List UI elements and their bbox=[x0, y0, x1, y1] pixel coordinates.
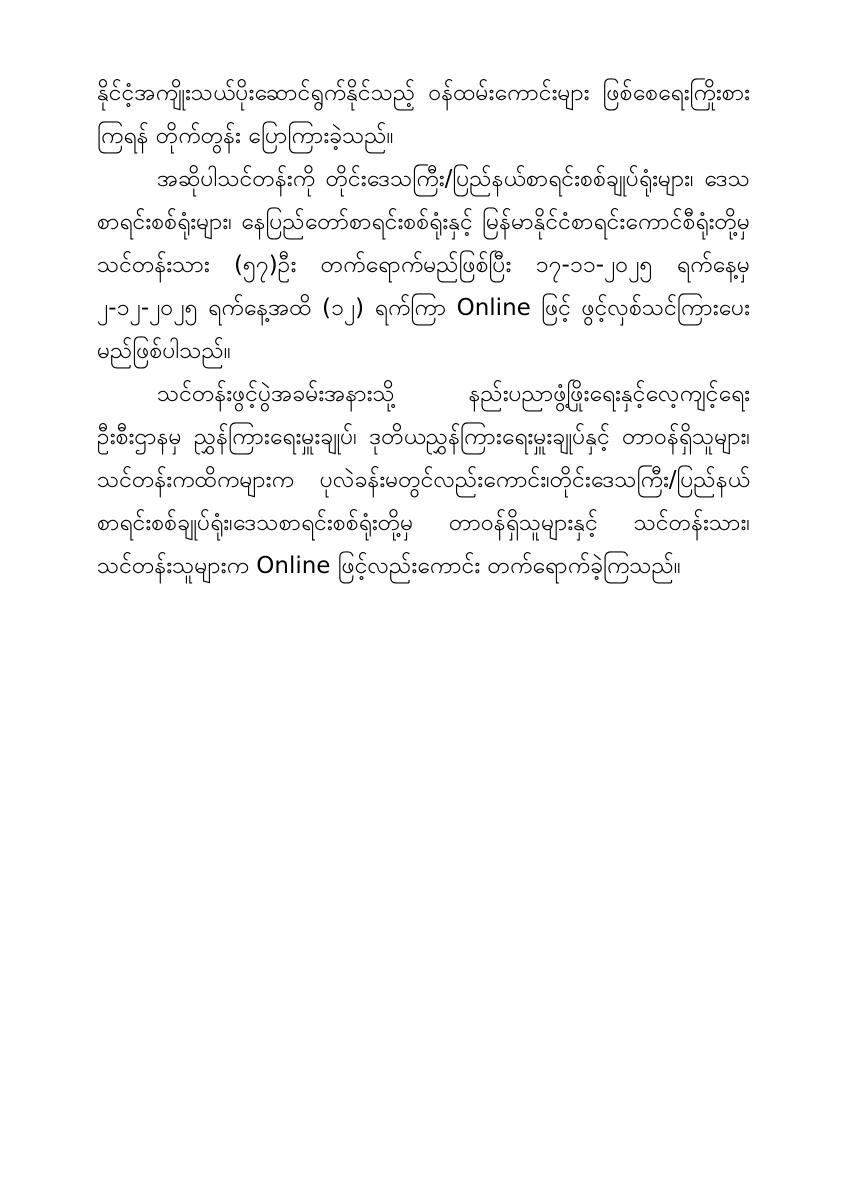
paragraph-opening-ceremony: သင်တန်းဖွင့်ပွဲအခမ်းအနားသို့ နည်းပညာဖွံ့ဖြိုးရေးနှင့်လေ့ကျင့်ရေးဦးစီးဌာနမှ ညွှန်ကြားရေးမှူးချုပ်၊ ဒုတိယညွှန်ကြားရေးမှူးချုပ်နှင့် တာဝန်ရှိသူများ၊ သင်တန်းကထိကများက ပုလဲခန်းမတွင်လည်းကောင်း၊တိုင်းဒေသကြီး/ပြည်နယ်စာရင်းစစ်ချုပ်ရုံး၊ဒေသစာရင်းစစ်ရုံးတို့မှ တာဝန်ရှိသူများနှင့် သင်တန်းသား၊ သင်တန်းသူများက Online ဖြင့်လည်းကောင်း တက်ရောက်ခဲ့ကြသည်။ bbox=[97, 381, 750, 579]
paragraph-continuation: နိုင်ငံ့အကျိုးသယ်ပိုးဆောင်ရွက်နိုင်သည့် ဝန်ထမ်းကောင်းများ ဖြစ်စေရေးကြိုးစားကြရန် တိုက်တွန်း ပြောကြားခဲ့သည်။ bbox=[97, 80, 750, 149]
document-text-block bbox=[97, 72, 750, 588]
paragraph-course-details: အဆိုပါသင်တန်းကို တိုင်းဒေသကြီး/ပြည်နယ်စာရင်းစစ်ချုပ်ရုံးများ၊ ဒေသစာရင်းစစ်ရုံးများ၊ နေပြည်တော်စာရင်းစစ်ရုံးနှင့် မြန်မာနိုင်ငံစာရင်းကောင်စီရုံးတို့မှ သင်တန်းသား (၅၇)ဦး တက်ရောက်မည်ဖြစ်ပြီး ၁၇-၁၁-၂၀၂၅ ရက်နေ့မှ ၂-၁၂-၂၀၂၅ ရက်နေ့အထိ (၁၂) ရက်ကြာ Online ဖြင့် ဖွင့်လှစ်သင်ကြားပေးမည်ဖြစ်ပါသည်။ bbox=[97, 166, 750, 364]
